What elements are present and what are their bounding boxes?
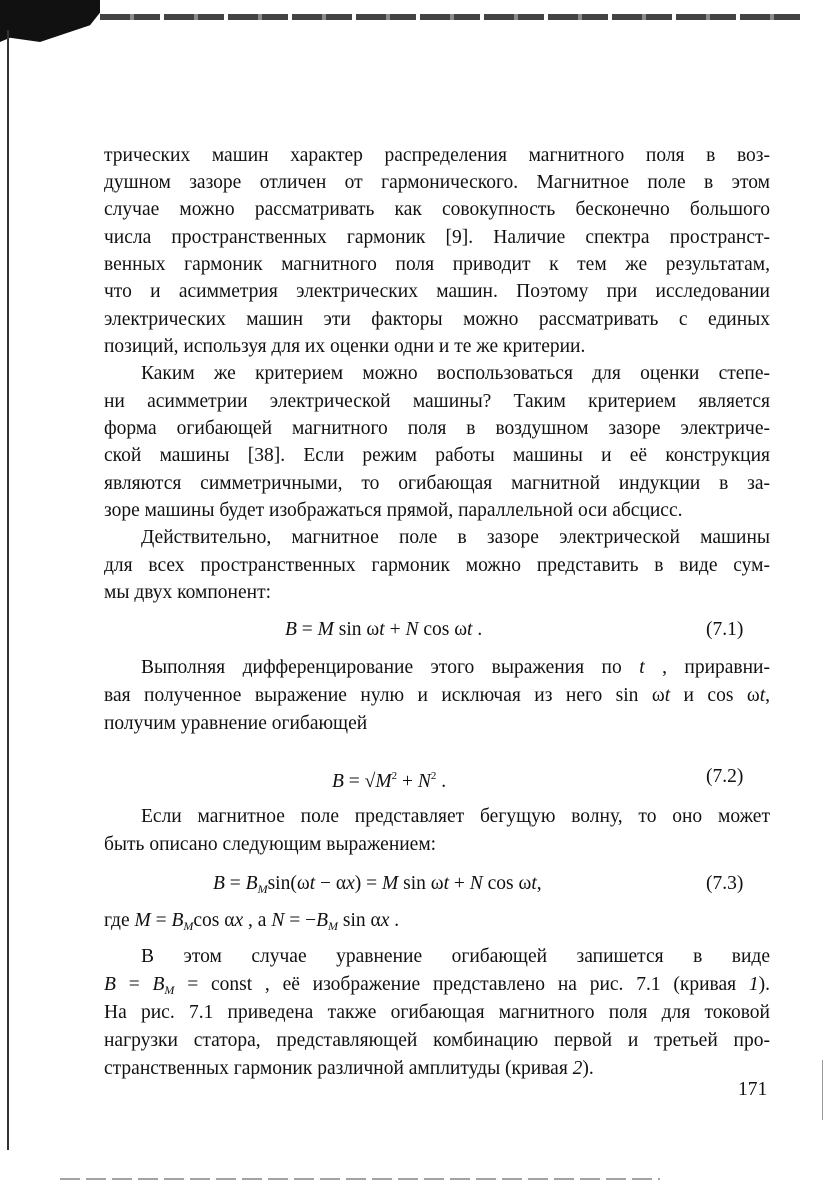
- scan-artifact-top-edge: [100, 14, 800, 20]
- text-line: нагрузки статора, представляющей комбинацию первой и третьей про-: [104, 1030, 770, 1051]
- text-line: для всех пространственных гармоник можно представить в виде сум-: [104, 555, 770, 576]
- equation-number: (7.2): [706, 766, 744, 787]
- page-number: 171: [738, 1079, 768, 1100]
- text-line: что и асимметрия электрических машин. Поэтому при исследовании: [104, 281, 770, 302]
- text-line: быть описано следующим выражением:: [104, 834, 437, 855]
- text-line: получим уравнение огибающей: [104, 713, 368, 734]
- text-line: душном зазоре отличен от гармонического. Магнитное поле в этом: [104, 172, 770, 193]
- text-line: $B = B_M$ = const , её изображение представлено на рис. 7.1 (кривая 1).: [104, 974, 770, 997]
- text-line: В этом случае уравнение огибающей запишется в виде: [141, 946, 770, 967]
- text-line: зоре машины будет изображаться прямой, параллельной оси абсцисс.: [104, 500, 683, 521]
- scan-artifact-corner: [0, 0, 100, 42]
- equation-number: (7.3): [706, 873, 744, 894]
- text-line: Если магнитное поле представляет бегущую волну, то оно может: [141, 806, 770, 827]
- equation-2: $B = √M^2 + N^2$ .: [332, 770, 447, 792]
- text-line: венных гармоник магнитного поля приводит к тем же результатам,: [104, 254, 770, 275]
- text-line: где $M = B_M\cos$ αx , а $N = -B_M$ sin αx .: [104, 910, 400, 933]
- text-line: являются симметричными, то огибающая магнитной индукции в за-: [104, 473, 770, 494]
- text-line: Выполняя дифференцирование этого выражения по t , приравни-: [141, 657, 770, 678]
- scan-artifact-left-edge: [7, 30, 9, 1150]
- equation-1: B = M sin ωt + N cos ωt .: [285, 619, 483, 640]
- text-line: ни асимметрии электрической машины? Таким критерием является: [104, 391, 770, 412]
- equation-number: (7.1): [706, 619, 744, 640]
- text-line: числа пространственных гармоник [9]. Наличие спектра пространст-: [104, 227, 770, 248]
- text-line: вая полученное выражение нулю и исключая из него sin ωt и cos ωt,: [104, 685, 770, 706]
- text-line: Каким же критерием можно воспользоваться для оценки степе-: [141, 363, 770, 384]
- text-line: Действительно, магнитное поле в зазоре электрической машины: [141, 527, 770, 548]
- text-line: мы двух компонент:: [104, 582, 272, 603]
- scan-artifact-right-edge: [822, 1060, 823, 1120]
- scan-artifact-bottom-edge: [60, 1178, 660, 1180]
- text-line: странственных гармоник различной амплитуды (кривая 2).: [104, 1058, 594, 1079]
- text-line: случае можно рассматривать как совокупность бесконечно большого: [104, 199, 770, 220]
- text-line: форма огибающей магнитного поля в воздушном зазоре электриче-: [104, 418, 770, 439]
- text-line: позиций, используя для их оценки одни и те же критерии.: [104, 336, 586, 357]
- text-line: электрических машин эти факторы можно рассматривать с единых: [104, 309, 770, 330]
- text-line: ской машины [38]. Если режим работы машины и её конструкция: [104, 445, 770, 466]
- text-line: трических машин характер распределения магнитного поля в воз-: [104, 145, 770, 166]
- text-line: На рис. 7.1 приведена также огибающая магнитного поля для токовой: [104, 1002, 770, 1023]
- equation-3: $B = B_M\sin(\omega t - \alpha x) = M$ sin ωt + N cos ωt,: [213, 873, 542, 896]
